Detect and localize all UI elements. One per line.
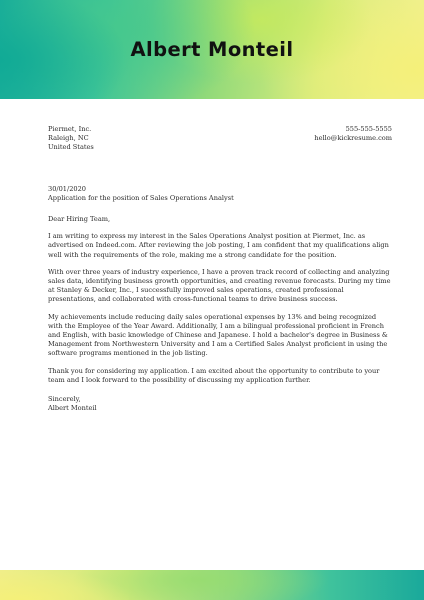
- contact-info: [314, 125, 392, 153]
- letter-signature: Albert Monteil: [48, 404, 97, 413]
- letter-body: [48, 125, 392, 413]
- paragraph-achievements: My achievements include reducing daily sales operational expenses by 13% and being recognized with the Employee of the Year Award. Additionally, I am a bilingual professional proficient in French and English, with basic knowledge of Chinese and Japanese. I hold a bachelor's degree in Business & Management from Northwestern University and I am a Certified Sales Analyst proficient in using the software programs mentioned in the job listing.: [48, 312, 388, 358]
- email-address: hello@kickresume.com: [314, 134, 392, 143]
- recipient-company: Piermet, Inc.: [48, 125, 92, 133]
- letter-greeting: Dear Hiring Team,: [48, 215, 111, 224]
- footer-banner: [0, 570, 424, 600]
- header-banner: [0, 0, 424, 99]
- address-block: [48, 125, 392, 153]
- recipient-city: Raleigh, NC: [48, 134, 89, 143]
- phone-number: 555-555-5555: [345, 125, 392, 133]
- letter-date: 30/01/2020: [48, 184, 87, 193]
- paragraph-experience: With over three years of industry experience, I have a proven track record of collecting and analyzing sales data, identifying business growth opportunities, and creating revenue forecasts. During my time at Stanley & Decker, Inc., I successfully improved sales operations, created professional presentations, and collaborated with cross-functional teams to drive business success.: [48, 267, 391, 304]
- letter-subject: Application for the position of Sales Operations Analyst: [48, 193, 234, 202]
- recipient-country: United States: [48, 143, 94, 152]
- applicant-name: Albert Monteil: [130, 38, 294, 61]
- paragraph-intro: I am writing to express my interest in the Sales Operations Analyst position at Piermet, Inc. as advertised on Indeed.com. After reviewing the job posting, I am confident that my qualifications align well with the requirements of the role, making me a strong candidate for the position.: [48, 232, 389, 259]
- letter-closing: Sincerely,: [48, 395, 81, 404]
- paragraph-thanks: Thank you for considering my application. I am excited about the opportunity to contribute to your team and I look forward to the possibility of discussing my application further.: [48, 366, 380, 384]
- recipient-address: [48, 125, 94, 153]
